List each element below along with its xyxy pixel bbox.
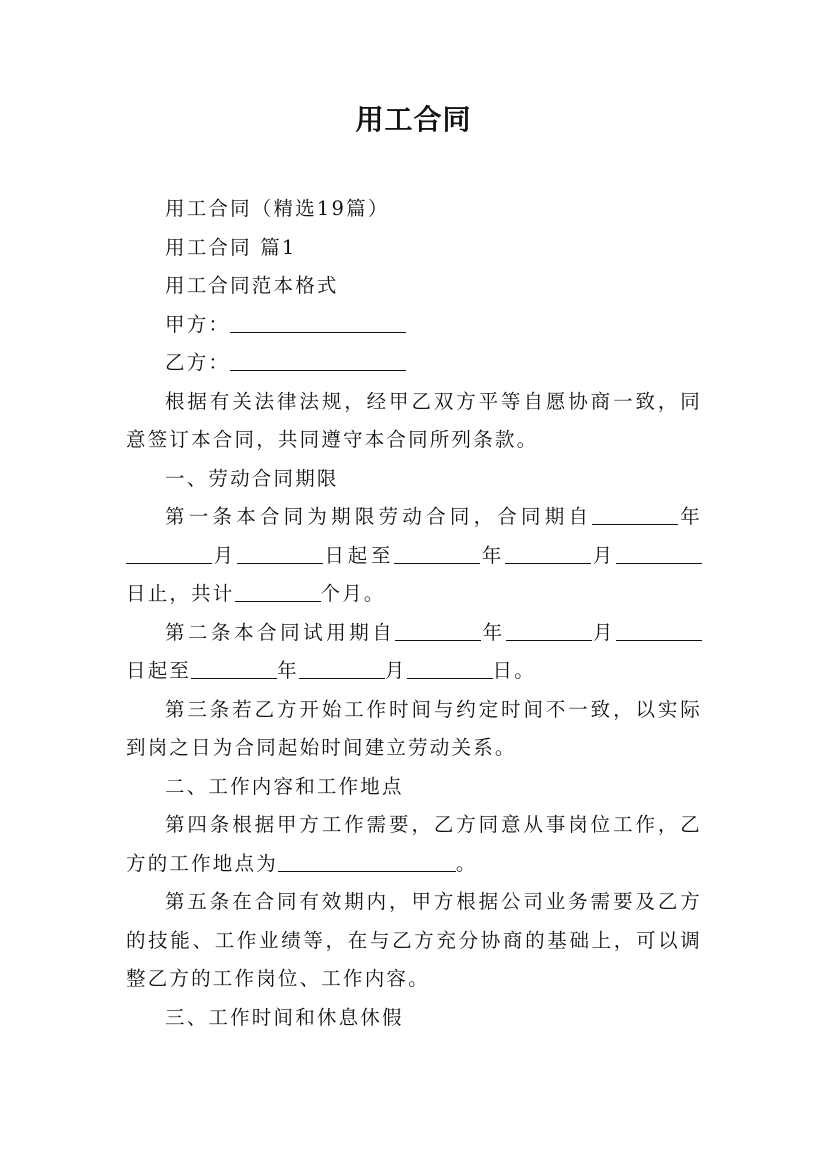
article-heading: 用工合同 篇1 <box>165 235 297 259</box>
day-end-label: 日止，共计 <box>126 582 235 605</box>
work-location-blank <box>278 851 456 872</box>
section-1-heading: 一、劳动合同期限 <box>165 466 339 490</box>
blank <box>126 543 212 564</box>
article-5-paragraph: 第五条在合同有效期内，甲方根据公司业务需要及乙方的技能、工作业绩等，在与乙方充分协商的基础上，可以调整乙方的工作岗位、工作内容。 <box>126 890 702 990</box>
blank <box>191 659 277 680</box>
blank <box>505 543 591 564</box>
document-body <box>126 190 702 1037</box>
template-heading: 用工合同范本格式 <box>165 274 339 297</box>
blank <box>592 505 678 526</box>
subtitle-line: 用工合同（精选19篇） <box>165 197 390 220</box>
month-label: 月 <box>591 543 616 567</box>
month-label: 月 <box>212 543 237 567</box>
article-3-paragraph: 第三条若乙方开始工作时间与约定时间不一致，以实际到岗之日为合同起始时间建立劳动关系。 <box>126 697 702 759</box>
blank <box>237 543 323 564</box>
day-end-label: 日。 <box>492 659 536 682</box>
party-a-blank <box>230 312 406 333</box>
month-label: 月 <box>591 620 616 644</box>
party-b-blank <box>230 351 406 372</box>
party-b-line <box>126 344 702 383</box>
article-2-text: 第二条本合同试用期自 <box>165 620 396 644</box>
blank <box>407 659 493 680</box>
year-label: 年 <box>480 543 506 567</box>
year-label: 年 <box>481 620 506 644</box>
period: 。 <box>455 851 478 875</box>
blank <box>235 582 321 603</box>
intro-paragraph: 根据有关法律法规，经甲乙双方平等自愿协商一致，同意签订本合同，共同遵守本合同所列条款。 <box>126 389 702 451</box>
article-2-paragraph <box>126 614 702 691</box>
article-4-text: 第四条根据甲方工作需要，乙方同意从事岗位工作，乙方的工作地点为 <box>126 813 702 875</box>
article-1-paragraph <box>126 498 702 614</box>
day-to-label: 日起至 <box>126 659 192 682</box>
party-a-label: 甲方： <box>165 312 231 336</box>
document-title: 用工合同 <box>355 103 472 136</box>
month-label: 月 <box>384 659 407 682</box>
day-to-label: 日起至 <box>322 543 395 567</box>
article-4-paragraph <box>126 806 702 883</box>
blank <box>394 543 480 564</box>
article-1-text: 第一条本合同为期限劳动合同，合同期自 <box>165 505 593 528</box>
blank <box>616 620 702 641</box>
blank <box>299 659 385 680</box>
party-a-line <box>126 306 702 345</box>
months-label: 个月。 <box>320 582 386 605</box>
year-label: 年 <box>678 505 703 528</box>
blank <box>506 620 592 641</box>
blank <box>395 620 481 641</box>
blank <box>616 543 702 564</box>
party-b-label: 乙方： <box>165 351 231 374</box>
year-label: 年 <box>277 659 299 682</box>
section-2-heading: 二、工作内容和工作地点 <box>165 774 404 798</box>
section-3-heading: 三、工作时间和休息休假 <box>165 1005 404 1029</box>
